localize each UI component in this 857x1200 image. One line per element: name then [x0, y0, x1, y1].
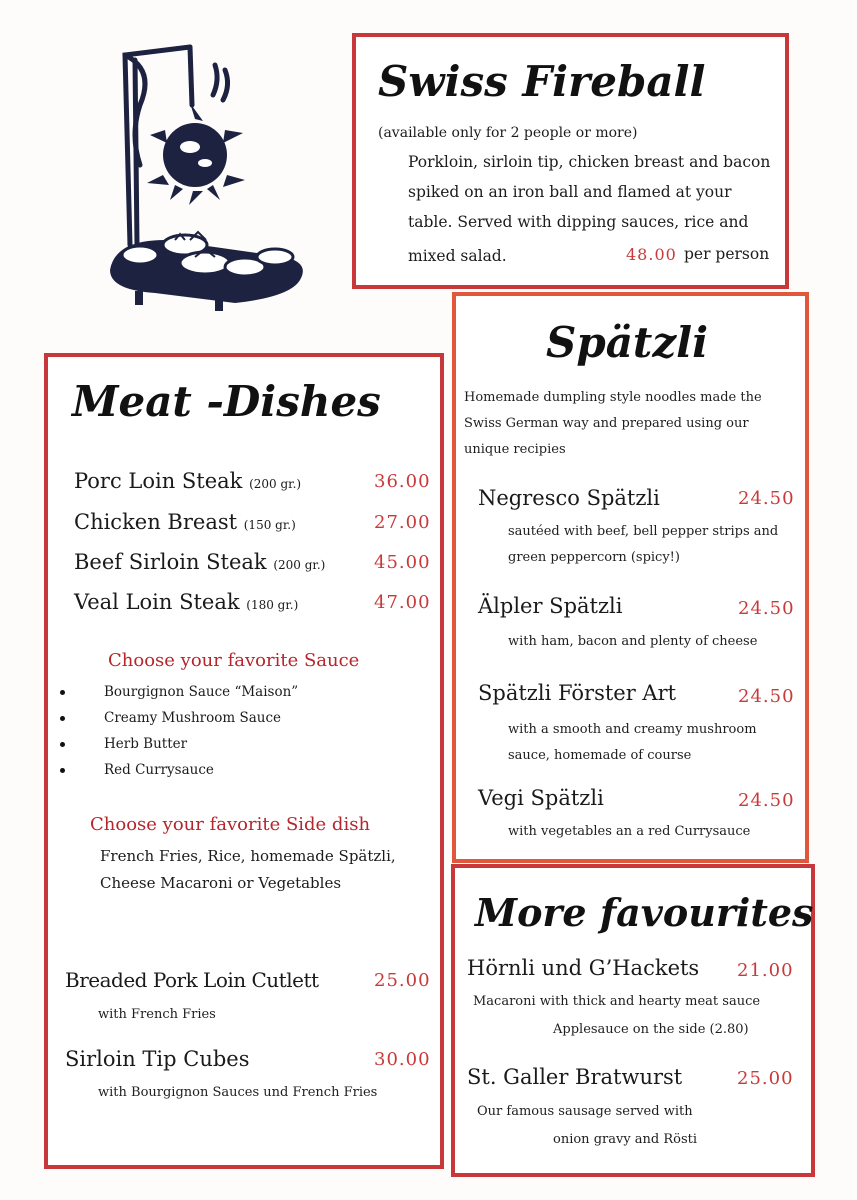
sauce-item [104, 705, 298, 731]
spaetzli-item-sub: sauce, homemade of course [508, 748, 692, 763]
meat-item-3 [74, 590, 298, 614]
spaetzli-item-name: Vegi Spätzli [478, 786, 604, 810]
meat-item-0 [74, 469, 301, 493]
favourite-item-price: 21.00 [737, 960, 794, 981]
side-line-2: Cheese Macaroni or Vegetables [100, 874, 342, 892]
favourite-item-sub: Our famous sausage served with [477, 1104, 693, 1119]
meat-item-weight: (200 gr.) [249, 477, 302, 491]
spaetzli-intro-3: unique recipies [464, 442, 566, 457]
spaetzli-item-sub: with vegetables an a red Currysauce [508, 824, 751, 839]
meat-item-weight: (200 gr.) [273, 558, 326, 572]
meat-item-price: 36.00 [374, 471, 431, 492]
fireball-title: Swiss Fireball [378, 57, 706, 106]
cutlet-name: Breaded Pork Loin Cutlett [65, 968, 319, 992]
sauce-label: Herb Butter [104, 736, 188, 752]
side-line-1: French Fries, Rice, homemade Spätzli, [100, 847, 396, 865]
meat-item-name: Beef Sirloin Steak [74, 550, 267, 574]
meat-item-weight: (180 gr.) [246, 598, 299, 612]
meat-item-price: 47.00 [374, 592, 431, 613]
spaetzli-item-name: Negresco Spätzli [478, 486, 660, 510]
fireball-skewer-icon [95, 35, 315, 320]
side-heading: Choose your favorite Side dish [90, 814, 371, 835]
fireball-note: (available only for 2 people or more) [378, 125, 638, 141]
sirloin-cubes-price: 30.00 [374, 1049, 431, 1070]
meat-section [44, 353, 444, 1169]
meat-item-price: 27.00 [374, 512, 431, 533]
meat-item-price: 45.00 [374, 552, 431, 573]
favourites-section [451, 864, 815, 1177]
spaetzli-item-price: 24.50 [738, 686, 795, 707]
favourite-item-price: 25.00 [737, 1068, 794, 1089]
meat-item-1 [74, 510, 296, 534]
spaetzli-item-sub: sautéed with beef, bell pepper strips and [508, 524, 779, 539]
favourites-title: More favourites [475, 890, 814, 935]
sauce-label: Red Currysauce [104, 762, 214, 778]
sauce-list [104, 679, 298, 783]
spaetzli-item-price: 24.50 [738, 488, 795, 509]
cutlet-price: 25.00 [374, 970, 431, 991]
spaetzli-item-price: 24.50 [738, 598, 795, 619]
spaetzli-intro-2: Swiss German way and prepared using our [464, 416, 749, 431]
fireball-desc-1: Porkloin, sirloin tip, chicken breast and bacon [408, 153, 771, 171]
meat-item-name: Veal Loin Steak [74, 590, 240, 614]
fireball-desc-3: table. Served with dipping sauces, rice and [408, 213, 749, 231]
meat-item-name: Chicken Breast [74, 510, 238, 534]
cutlet-sub: with French Fries [98, 1007, 216, 1022]
fireball-desc-4: mixed salad. [408, 247, 507, 265]
meat-item-2 [74, 550, 325, 574]
sauce-item [104, 731, 298, 757]
sauce-heading: Choose your favorite Sauce [108, 650, 360, 671]
favourite-item-sub: onion gravy and Rösti [553, 1132, 698, 1147]
spaetzli-intro-1: Homemade dumpling style noodles made the [464, 390, 762, 405]
fireball-price-unit: per person [684, 245, 770, 263]
bullet-icon [60, 690, 65, 695]
favourite-item-name: Hörnli und G’Hackets [467, 956, 700, 980]
spaetzli-item-sub: green peppercorn (spicy!) [508, 550, 680, 565]
bullet-icon [60, 742, 65, 747]
fireball-desc-2: spiked on an iron ball and flamed at your [408, 183, 732, 201]
sauce-item [104, 757, 298, 783]
spaetzli-section [452, 292, 809, 863]
meat-item-weight: (150 gr.) [243, 518, 296, 532]
favourite-item-name: St. Galler Bratwurst [467, 1065, 683, 1089]
meat-item-name: Porc Loin Steak [74, 469, 243, 493]
spaetzli-item-price: 24.50 [738, 790, 795, 811]
fireball-price: 48.00 [626, 245, 677, 264]
spaetzli-item-name: Älpler Spätzli [478, 594, 623, 618]
sirloin-cubes-name: Sirloin Tip Cubes [65, 1047, 250, 1071]
spaetzli-title: Spätzli [546, 318, 709, 367]
spaetzli-item-name: Spätzli Förster Art [478, 681, 677, 705]
meat-title: Meat -Dishes [72, 377, 381, 426]
sauce-label: Bourgignon Sauce “Maison” [104, 684, 299, 700]
fireball-section [352, 33, 789, 289]
sauce-label: Creamy Mushroom Sauce [104, 710, 282, 726]
bullet-icon [60, 768, 65, 773]
bullet-icon [60, 716, 65, 721]
spaetzli-item-sub: with ham, bacon and plenty of cheese [508, 634, 758, 649]
sauce-item [104, 679, 298, 705]
spaetzli-item-sub: with a smooth and creamy mushroom [508, 722, 757, 737]
favourite-item-sub: Macaroni with thick and hearty meat sauce [473, 994, 761, 1009]
favourite-item-sub: Applesauce on the side (2.80) [553, 1022, 749, 1037]
sirloin-cubes-sub: with Bourgignon Sauces und French Fries [98, 1085, 378, 1100]
